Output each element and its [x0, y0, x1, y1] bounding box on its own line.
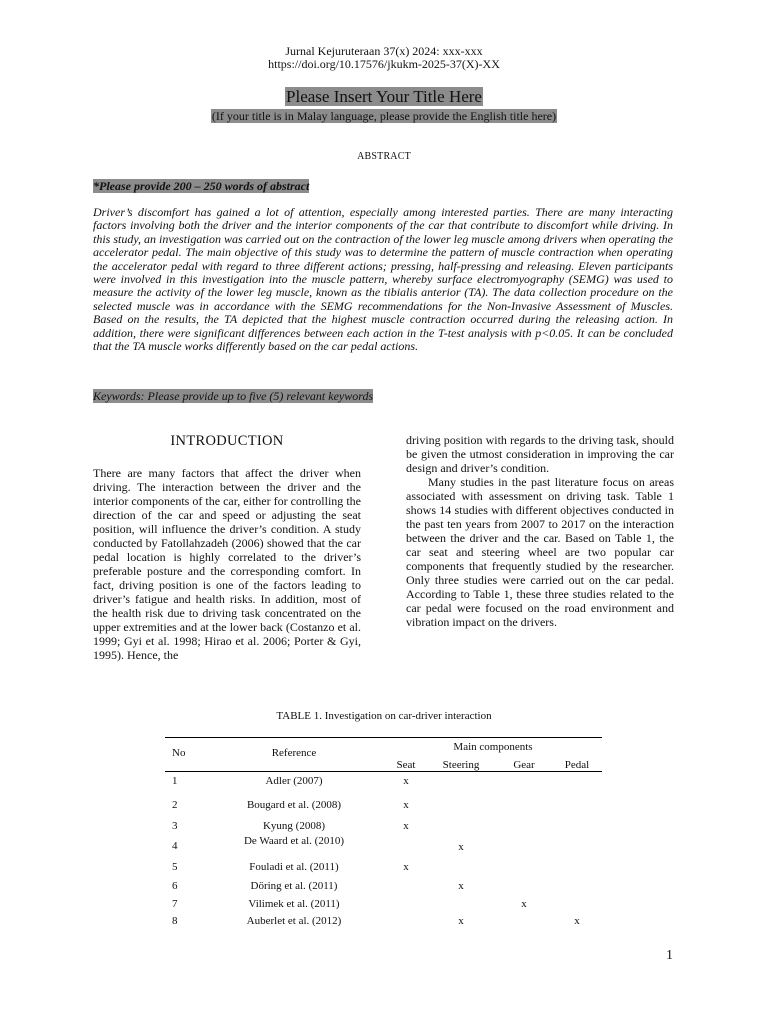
table-header-pedal: Pedal	[564, 759, 590, 771]
table-cell-reference: De Waard et al. (2010)	[243, 835, 344, 847]
table-cell-gear: x	[521, 898, 527, 910]
table-header-no: No	[172, 747, 186, 759]
table-top-rule	[165, 737, 602, 738]
page-number: 1	[666, 948, 673, 963]
table-header-reference: Reference	[271, 747, 317, 759]
abstract-body: Driver’s discomfort has gained a lot of attention, especially among interested parties. There are many interacting factors involving both the driver and the interior components of the car that contribute to discomfort while driving. In this study, an investigation was carried out on the contraction of the lower leg muscle among drivers when operating the accelerator pedal. The main objective of this study was to determine the pattern of muscle contraction when operating the accelerator pedal with regard to three different actions; pressing, half-pressing and releasing. Eleven participants were involved in this investigation into the muscle pattern, whereby surface electromyography (SEMG) was used to measure the activity of the lower leg muscle, known as the tibialis anterior (TA). The data collection procedure on the selected muscle was in accordance with the SEMG recommendations for the Non-Invasive Assessment of Muscles. Based on the results, the TA depicted that the highest muscle contraction occurred during the releasing action. In addition, there were significant differences between each action in the T-test analysis with p<0.05. It can be concluded that the TA muscle works differently based on the car pedal actions.	[93, 205, 673, 354]
table-header-seat: Seat	[396, 759, 416, 771]
table-caption: TABLE 1. Investigation on car-driver interaction	[276, 710, 492, 722]
abstract-note: *Please provide 200 – 250 words of abstract	[93, 179, 310, 193]
subtitle-block	[0, 107, 768, 125]
table-cell-pedal: x	[574, 915, 580, 927]
table-cell-seat: x	[403, 861, 409, 873]
abstract-note-block	[93, 177, 309, 195]
table-cell-no: 4	[172, 840, 178, 852]
table-cell-no: 5	[172, 861, 178, 873]
keywords-text: Keywords: Please provide up to five (5) relevant keywords	[93, 389, 374, 403]
table-cell-reference: Döring et al. (2011)	[250, 880, 338, 892]
table-cell-no: 7	[172, 898, 178, 910]
table-cell-seat: x	[403, 799, 409, 811]
intro-paragraph-left: There are many factors that affect the driver when driving. The interaction between the driver and the interior components of the car, either for controlling the direction of the car and speed or adjusting the seat position, will influence the driver’s condition. A study conducted by Fatollahzadeh (2006) showed that the car pedal location is highly correlated to the driver’s preferable posture and the corresponding comfort. In fact, driving position is one of the factors leading to driver’s fatigue and health risks. In addition, most of the health risk due to driving task concentrated on the upper extremities and at the lower back (Costanzo et al. 1999; Gyi et al. 1998; Hirao et al. 2006; Porter & Gyi, 1995). Hence, the	[93, 466, 361, 662]
table-cell-steering: x	[458, 915, 464, 927]
table-header-steering: Steering	[442, 759, 480, 771]
table-cell-reference: Kyung (2008)	[262, 820, 326, 832]
table-header-gear: Gear	[513, 759, 535, 771]
table-cell-reference: Vilimek et al. (2011)	[248, 898, 340, 910]
table-cell-seat: x	[403, 820, 409, 832]
title-block	[0, 87, 768, 107]
abstract-heading: ABSTRACT	[357, 151, 411, 162]
journal-citation: Jurnal Kejuruteraan 37(x) 2024: xxx-xxx	[285, 44, 483, 58]
table-cell-no: 2	[172, 799, 178, 811]
introduction-heading: INTRODUCTION	[170, 433, 284, 449]
table-cell-no: 3	[172, 820, 178, 832]
table-cell-no: 1	[172, 775, 178, 787]
paper-subtitle: (If your title is in Malay language, please provide the English title here)	[211, 109, 557, 123]
table-cell-seat: x	[403, 775, 409, 787]
paper-title: Please Insert Your Title Here	[286, 87, 482, 106]
table-cell-reference: Auberlet et al. (2012)	[246, 915, 342, 927]
intro-paragraph-right-1: driving position with regards to the driving task, should be given the utmost consideration in improving the car design and driver’s condition.	[406, 433, 674, 475]
table-cell-reference: Adler (2007)	[265, 775, 323, 787]
keywords-block	[93, 387, 373, 405]
table-cell-steering: x	[458, 880, 464, 892]
table-header-rule	[165, 771, 602, 772]
intro-paragraph-right-2: Many studies in the past literature focus on areas associated with assessment on driving task. Table 1 shows 14 studies with different objectives conducted in the past ten years from 2007 to 2017 on the interaction between the driver and the car. Based on Table 1, the car seat and steering wheel are two popular car components that frequently studied by the researcher. Only three studies were carried out on the car pedal. According to Table 1, these three studies related to the car pedal were focused on the road environment and vibration impact on the drivers.	[406, 475, 674, 629]
table-cell-no: 8	[172, 915, 178, 927]
left-column	[93, 466, 361, 662]
table-cell-no: 6	[172, 880, 178, 892]
table-header-main-components: Main components	[453, 741, 533, 753]
table-cell-reference: Fouladi et al. (2011)	[249, 861, 339, 873]
right-column	[406, 433, 674, 629]
table-cell-reference: Bougard et al. (2008)	[246, 799, 342, 811]
doi-link[interactable]: https://doi.org/10.17576/jkukm-2025-37(X)-XX	[268, 57, 500, 71]
table-cell-steering: x	[458, 841, 464, 853]
